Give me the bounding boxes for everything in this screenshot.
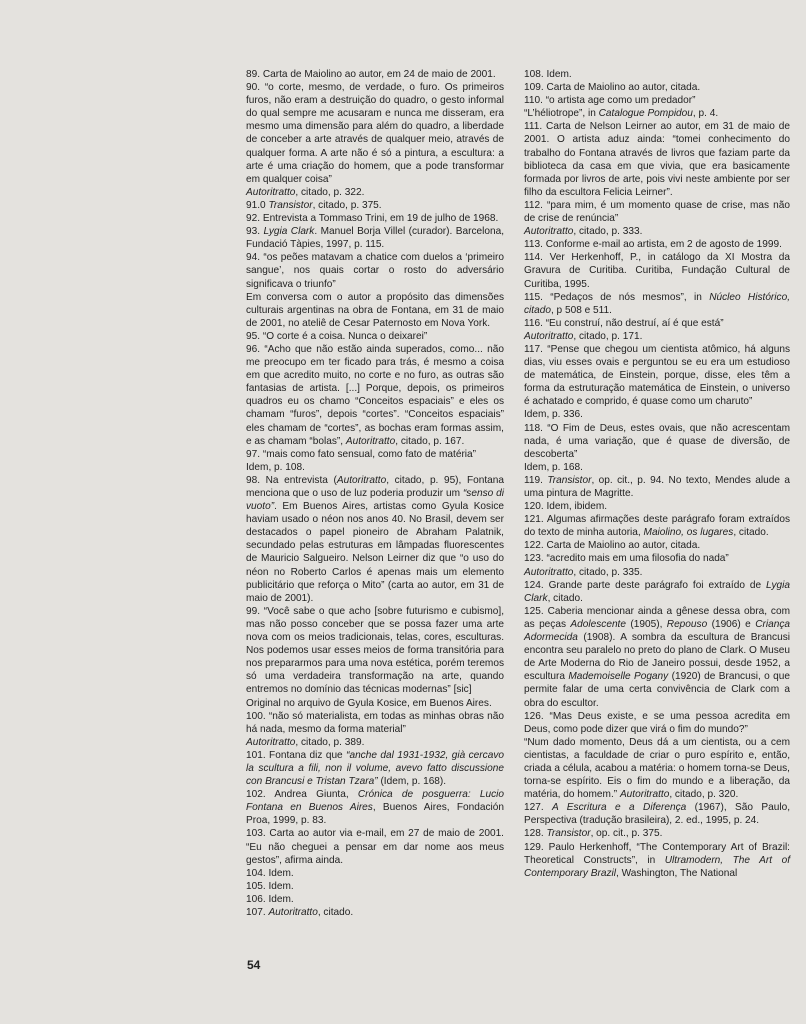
footnote-paragraph: 125. Caberia mencionar ainda a gênese dessa obra, com as peças Adolescente (1905), Repouso (1906) e Criança Adormecida (1908). A sombra da escultura de Brancusi encontra seu paralelo no preto do plano de Clark. O Museu de Arte Moderna do Rio de Janeiro possui, desde 1952, a escultura Mademoiselle Pogany (1920) de Brancusi, o que permite falar de uma certa convivência de Clark com a obra do escultor. <box>524 605 790 709</box>
footnote-paragraph: Autoritratto, citado, p. 322. <box>246 186 365 198</box>
footnote-paragraph: Autoritratto, citado, p. 171. <box>524 330 643 342</box>
footnote-paragraph: 129. Paulo Herkenhoff, “The Contemporary Art of Brazil: Theoretical Constructs”, in Ultramodern, The Art of Contemporary Brazil, Washington, The National <box>524 841 791 879</box>
footnote-paragraph: 113. Conforme e-mail ao artista, em 2 de agosto de 1999. <box>524 239 782 251</box>
footnote-paragraph: 111. Carta de Nelson Leirner ao autor, em 31 de maio de 2001. O artista aduz ainda: “tomei conhecimento do trabalho do Fontana através de livros que faziam parte da biblioteca da casa em que vivia, que era basicamente formada por livros de arte, pois vivi neste ambiente por ser filho da escultora Felicia Leirner”. <box>524 121 790 198</box>
footnote-paragraph: 98. Na entrevista (Autoritratto, citado, p. 95), Fontana menciona que o uso de luz poderia produzir um “senso di vuoto”. Em Buenos Aires, artistas como Gyula Kosice haviam usado o néon nos anos 40. No Brasil, devem ser destacados o papel pioneiro de Abraham Palatnik, secundado pelas estruturas em lâmpadas fluorescentes de Mauricio Salgueiro. Nelson Leirner diz que “o uso do néon no Roberto Carlos é apenas mais um elemento publicitário que reforça o Mito” (carta ao autor, em 31 de maio de 2001). <box>246 474 504 604</box>
footnote-paragraph: 93. Lygia Clark. Manuel Borja Villel (curador). Barcelona, Fundació Tàpies, 1997, p. 115. <box>246 226 504 251</box>
footnote-paragraph: 122. Carta de Maiolino ao autor, citada. <box>524 540 701 552</box>
footnote-paragraph: Idem, p. 168. <box>524 461 583 473</box>
footnote-paragraph: Original no arquivo de Gyula Kosice, em Buenos Aires. <box>246 697 492 709</box>
page-number: 54 <box>247 958 261 972</box>
footnote-paragraph: 108. Idem. <box>524 69 572 80</box>
footnote-paragraph: Autoritratto, citado, p. 333. <box>524 226 643 238</box>
footnote-paragraph: 103. Carta ao autor via e-mail, em 27 de maio de 2001. “Eu não cheguei a pensar em dar nome aos meus gestos”, afirma ainda. <box>246 828 504 866</box>
footnote-paragraph: 120. Idem, ibidem. <box>524 501 608 513</box>
footnote-paragraph: 117. “Pense que chegou um cientista atômico, há alguns dias, viu esses ovais e perguntou se eu era um estudioso de matemática, de Einstein, porque, disse, eles têm a forma da estruturação matemática de Einstein, o universo é achatado e comprido, é quase como um charuto” <box>524 343 790 408</box>
footnote-paragraph: Em conversa com o autor a propósito das dimensões culturais argentinas na obra de Fontana, em 31 de maio de 2001, no ateliê de Cesar Paternosto em Nova York. <box>246 291 504 329</box>
footnote-paragraph: 99. “Você sabe o que acho [sobre futurismo e cubismo], mas não posso conceber que se possa fazer uma arte nova com os meios tradicionais, telas, cores, esculturas. Nos podemos usar esses meios de forma transitória para nos prepararmos para uma nova estética, porém teremos só uma verdadeira transformação na arte, quando entremos no domínio das técnicas modernas” [sic] <box>246 605 504 696</box>
footnote-paragraph: 123. “acredito mais em uma filosofia do nada” <box>524 553 729 565</box>
footnote-paragraph: 114. Ver Herkenhoff, P., in catálogo da XI Mostra da Gravura de Curitiba. Curitiba, Fundação Cultural de Curitiba, 1995. <box>524 252 790 290</box>
footnote-paragraph: Idem, p. 108. <box>246 461 305 473</box>
footnote-paragraph: 124. Grande parte deste parágrafo foi extraído de Lygia Clark, citado. <box>524 579 790 604</box>
footnote-paragraph: 90. “o corte, mesmo, de verdade, o furo. Os primeiros furos, não eram a destruição do quadro, o gesto informal do qual sempre me acusaram e nunca me disseram, era mesmo uma dimensão para além do quadro, a liberdade de conceber a arte através de qualquer meio, através de qualquer forma. A arte não é só a pintura, a escultura: a arte é uma criação do homem, que a pode transformar em qualquer coisa” <box>246 82 504 185</box>
footnote-paragraph: 105. Idem. <box>246 880 294 892</box>
footnote-paragraph: 92. Entrevista a Tommaso Trini, em 19 de julho de 1968. <box>246 213 499 225</box>
footnote-paragraph: 91.0 Transistor, citado, p. 375. <box>246 199 382 211</box>
footnote-paragraph: 118. “O Fim de Deus, estes ovais, que não acrescentam nada, é uma variação, que é quase de diversão, de descoberta” <box>524 422 790 460</box>
footnote-paragraph: 121. Algumas afirmações deste parágrafo foram extraídos do texto de minha autoria, Maiolino, os lugares, citado. <box>524 514 790 539</box>
footnote-paragraph: 126. “Mas Deus existe, e se uma pessoa acredita em Deus, como pode dizer que virá o fim do mundo?” <box>524 710 790 735</box>
footnote-paragraph: 128. Transistor, op. cit., p. 375. <box>524 828 663 840</box>
footnote-paragraph: Autoritratto, citado, p. 335. <box>524 566 643 578</box>
footnote-paragraph: 94. “os peões matavam a chatice com duelos a ‘primeiro sangue’, nos quais cortar o rosto do adversário significava o triunfo” <box>246 252 504 290</box>
footnote-paragraph: 95. “O corte é a coisa. Nunca o deixarei” <box>246 330 428 342</box>
footnote-paragraph: 112. “para mim, é um momento quase de crise, mas não de crise de renúncia” <box>524 199 790 225</box>
footnote-paragraph: 110. “o artista age como um predador” <box>524 95 696 107</box>
footnote-paragraph: 102. Andrea Giunta, Crónica de posguerra: Lucio Fontana en Buenos Aires, Buenos Aires, Fondación Proa, 1999, p. 83. <box>246 789 504 827</box>
footnote-paragraph: 104. Idem. <box>246 867 294 879</box>
footnote-paragraph: 109. Carta de Maiolino ao autor, citada. <box>524 82 701 94</box>
footnote-paragraph: 116. “Eu construí, não destruí, aí é que está” <box>524 317 724 329</box>
footnote-paragraph: 127. A Escritura e a Diferença (1967), São Paulo, Perspectiva (tradução brasileira), 2. ed., 1995, p. 24. <box>524 802 791 827</box>
footnote-paragraph: 100. “não só materialista, em todas as minhas obras não há nada, mesmo da forma material” <box>246 710 504 735</box>
footnote-paragraph: Autoritratto, citado, p. 389. <box>246 736 365 748</box>
footnote-paragraph: 115. “Pedaços de nós mesmos”, in Núcleo Histórico, citado, p 508 e 511. <box>524 291 791 316</box>
footnote-paragraph: 119. Transistor, op. cit., p. 94. No texto, Mendes alude a uma pintura de Magritte. <box>524 474 791 499</box>
footnote-paragraph: 97. “mais como fato sensual, como fato de matéria” <box>246 448 477 460</box>
footnote-paragraph: “L’héliotrope”, in Catalogue Pompidou, p. 4. <box>524 108 719 120</box>
footnote-paragraph: 106. Idem. <box>246 893 294 905</box>
footnote-paragraph: 96. “Acho que não estão ainda superados, como... não me preocupo em ter ficado para trás, é mesmo a coisa em que acredito muito, no corte e no furo, as outras são fantasias de artista. [...] Porque, depois, os primeiros quadros eu os chamo “Conceitos espaciais” e eles os chamam “furos”, depois “cortes”. “Conceitos espaciais” eles chamam de “cortes”, as bochas eram formas assim, e as chamam “bolas”, Autoritratto, citado, p. 167. <box>246 343 504 447</box>
footnotes-right-column <box>524 68 790 880</box>
footnote-paragraph: 101. Fontana diz que “anche dal 1931-1932, già cercavo la scultura a fili, non il volume, avevo fatto discussione con Brancusi e Tristan Tzara” (Idem, p. 168). <box>246 749 504 788</box>
footnotes-left-column <box>246 68 504 919</box>
footnote-paragraph: “Num dado momento, Deus dá a um cientista, ou a cem cientistas, a faculdade de criar o puro espírito e, então, criada a célula, acabou a matéria: o homem torna-se Deus, torna-se espírito. Eis o fim do mundo e a liberação, da matéria, do homem.” Autoritratto, citado, p. 320. <box>524 736 790 801</box>
footnote-paragraph: 107. Autoritratto, citado. <box>246 907 354 918</box>
footnote-paragraph: Idem, p. 336. <box>524 409 583 421</box>
footnote-paragraph: 89. Carta de Maiolino ao autor, em 24 de maio de 2001. <box>246 69 496 80</box>
